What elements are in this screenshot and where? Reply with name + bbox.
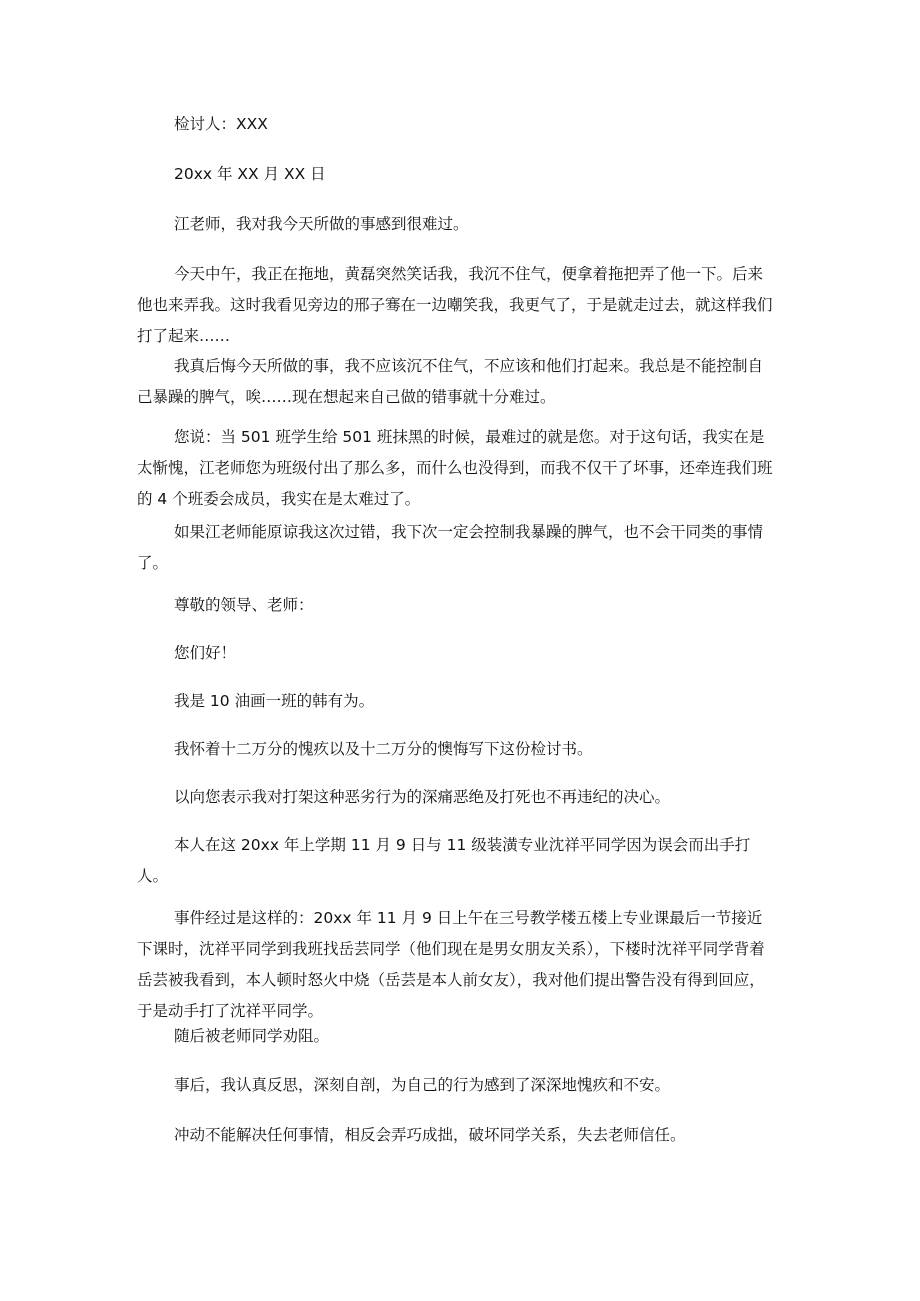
paragraph: 随后被老师同学劝阻。: [174, 1027, 330, 1045]
paragraph: 江老师，我对我今天所做的事感到很难过。: [174, 215, 469, 233]
paragraph: 以向您表示我对打架这种恶劣行为的深痛恶绝及打死也不再违纪的决心。: [174, 788, 671, 806]
paragraph: 事件经过是这样的：20xx 年 11 月 9 日上午在三号教学楼五楼上专业课最后一节接近下课时，沈祥平同学到我班找岳芸同学（他们现在是男女朋友关系），下楼时沈祥平同学背着岳芸被我看到，本人顿时怒火中烧（岳芸是本人前女友），我对他们提出警告没有得到回应，于是动手打了沈祥平同学。: [137, 909, 765, 1020]
greeting: 您们好！: [174, 644, 237, 662]
salutation: 尊敬的领导、老师：: [174, 596, 314, 614]
paragraph: 冲动不能解决任何事情，相反会弄巧成拙，破坏同学关系，失去老师信任。: [174, 1126, 686, 1144]
paragraph: 我是 10 油画一班的韩有为。: [174, 692, 375, 710]
paragraph: 今天中午，我正在拖地，黄磊突然笑话我，我沉不住气，便拿着拖把弄了他一下。后来他也来弄我。这时我看见旁边的邢子骞在一边嘲笑我，我更气了，于是就走过去，就这样我们打了起来……: [137, 265, 773, 345]
paragraph: 如果江老师能原谅我这次过错，我下次一定会控制我暴躁的脾气，也不会干同类的事情了。: [137, 523, 764, 572]
signature-line: 检讨人：XXX: [174, 115, 268, 133]
paragraph: 本人在这 20xx 年上学期 11 月 9 日与 11 级装潢专业沈祥平同学因为误会而出手打人。: [137, 836, 751, 885]
paragraph: 您说：当 501 班学生给 501 班抹黑的时候，最难过的就是您。对于这句话，我实在是太惭愧，江老师您为班级付出了那么多，而什么也没得到，而我不仅干了坏事，还牵连我们班的 4 个班委会成员，我实在是太难过了。: [137, 428, 773, 508]
paragraph: 我真后悔今天所做的事，我不应该沉不住气，不应该和他们打起来。我总是不能控制自己暴躁的脾气，唉……现在想起来自己做的错事就十分难过。: [137, 357, 764, 406]
paragraph: 我怀着十二万分的愧疚以及十二万分的懊悔写下这份检讨书。: [174, 740, 593, 758]
date-line: 20xx 年 XX 月 XX 日: [174, 165, 326, 183]
paragraph: 事后，我认真反思，深刻自剖，为自己的行为感到了深深地愧疚和不安。: [174, 1076, 671, 1094]
